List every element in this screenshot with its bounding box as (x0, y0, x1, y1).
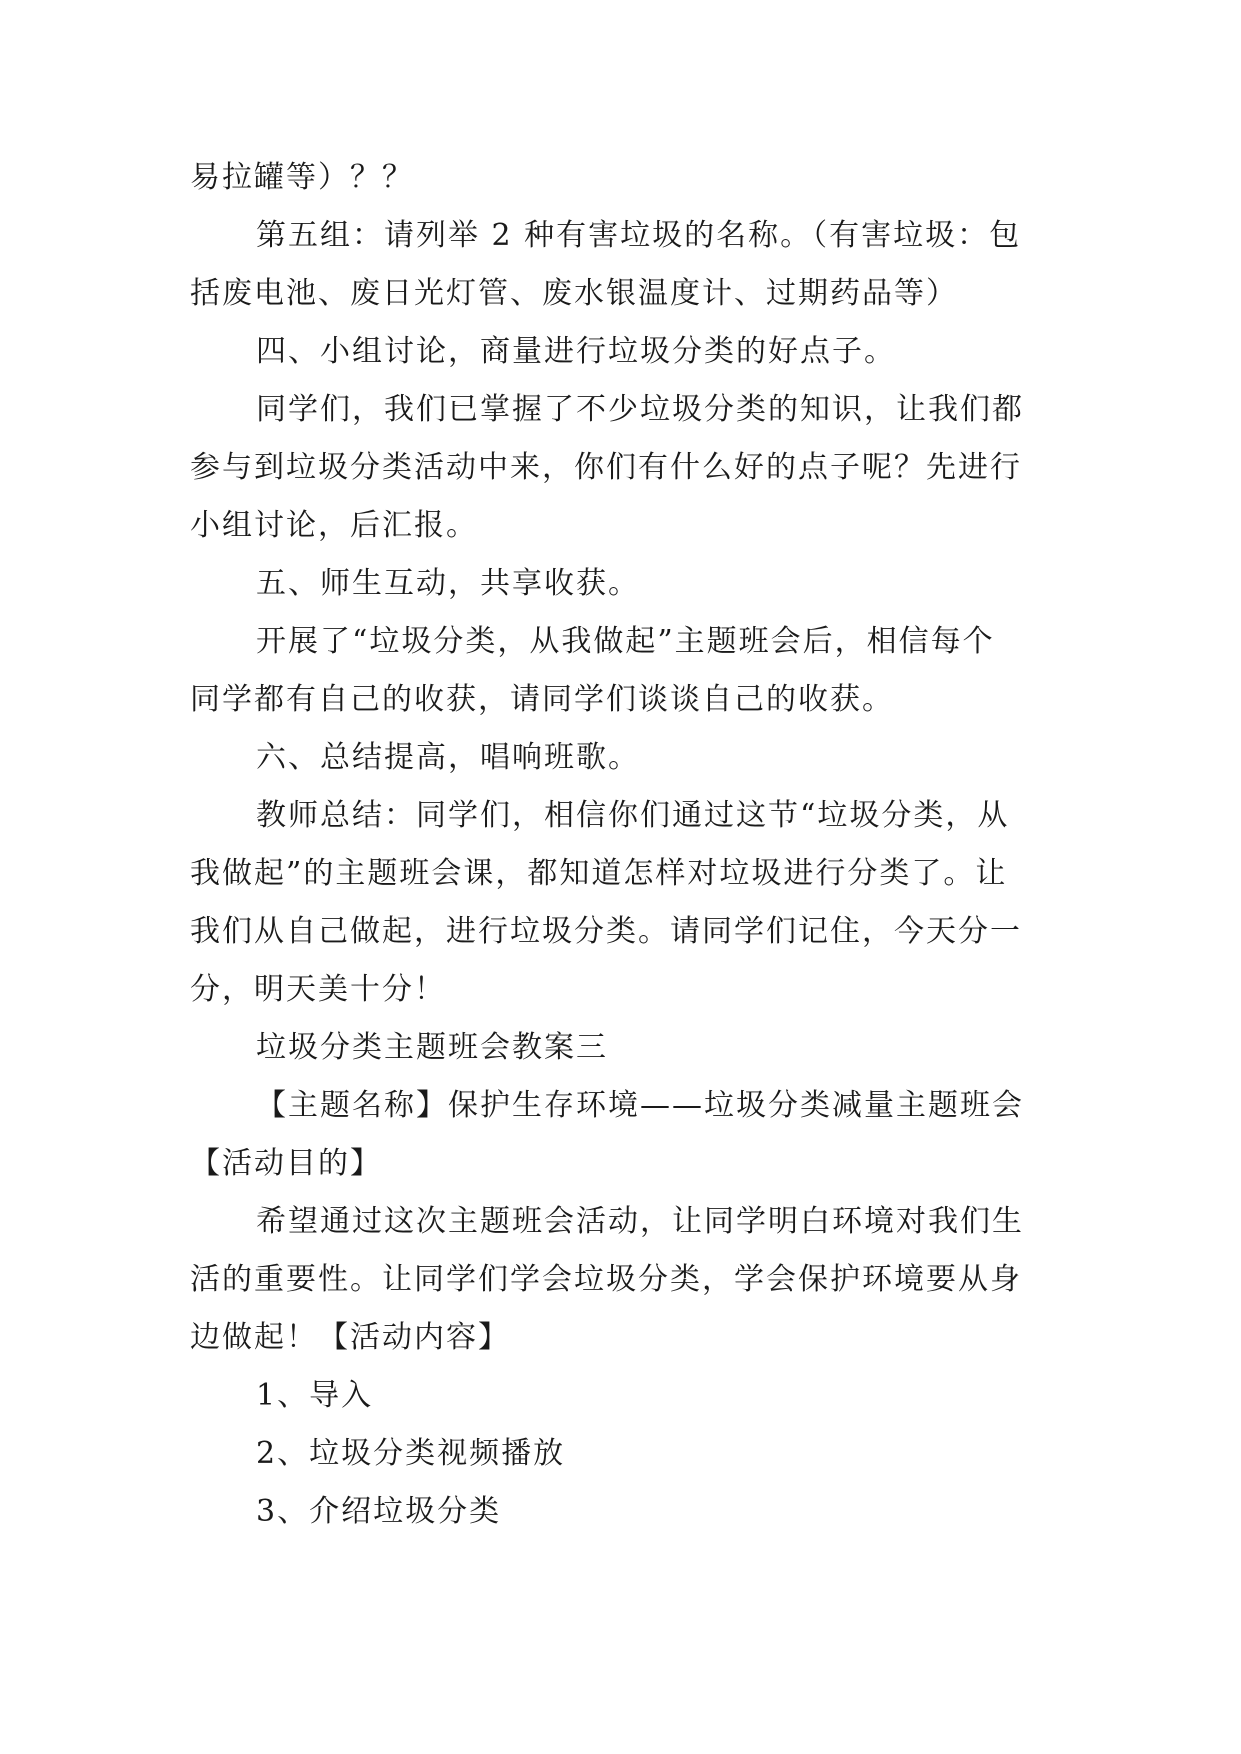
text-line: 易拉罐等）？？ (190, 160, 414, 195)
text-line: 边做起！【活动内容】 (190, 1320, 510, 1355)
text-line: 分，明天美十分！ (190, 972, 446, 1007)
text-line: 小组讨论，后汇报。 (190, 508, 478, 543)
text-line: 参与到垃圾分类活动中来，你们有什么好的点子呢？先进行 (190, 450, 1022, 485)
text-line: 活的重要性。让同学们学会垃圾分类，学会保护环境要从身 (190, 1262, 1022, 1297)
list-item: 3、介绍垃圾分类 (256, 1494, 502, 1529)
text-line: 希望通过这次主题班会活动，让同学明白环境对我们生 (256, 1204, 1024, 1239)
text-line: 我做起”的主题班会课，都知道怎样对垃圾进行分类了。让 (190, 856, 1008, 891)
text-line: 第五组：请列举 2 种有害垃圾的名称。（有害垃圾：包 (256, 218, 1022, 253)
text-line: 开展了“垃圾分类，从我做起”主题班会后，相信每个 (256, 624, 995, 659)
document-section-title: 垃圾分类主题班会教案三 (256, 1030, 608, 1065)
text-line: 括废电池、废日光灯管、废水银温度计、过期药品等） (190, 276, 958, 311)
text-line: 教师总结：同学们，相信你们通过这节“垃圾分类，从 (256, 798, 1010, 833)
section-heading: 六、总结提高，唱响班歌。 (256, 740, 640, 775)
section-heading: 五、师生互动，共享收获。 (256, 566, 640, 601)
text-line: 同学都有自己的收获，请同学们谈谈自己的收获。 (190, 682, 894, 717)
activity-purpose-heading: 【活动目的】 (190, 1146, 382, 1181)
text-line: 同学们，我们已掌握了不少垃圾分类的知识，让我们都 (256, 392, 1024, 427)
list-item: 2、垃圾分类视频播放 (256, 1436, 566, 1471)
theme-name-line: 【主题名称】保护生存环境——垃圾分类减量主题班会 (256, 1088, 1024, 1123)
list-item: 1、导入 (256, 1378, 374, 1413)
text-line: 我们从自己做起，进行垃圾分类。请同学们记住，今天分一 (190, 914, 1022, 949)
section-heading: 四、小组讨论，商量进行垃圾分类的好点子。 (256, 334, 896, 369)
